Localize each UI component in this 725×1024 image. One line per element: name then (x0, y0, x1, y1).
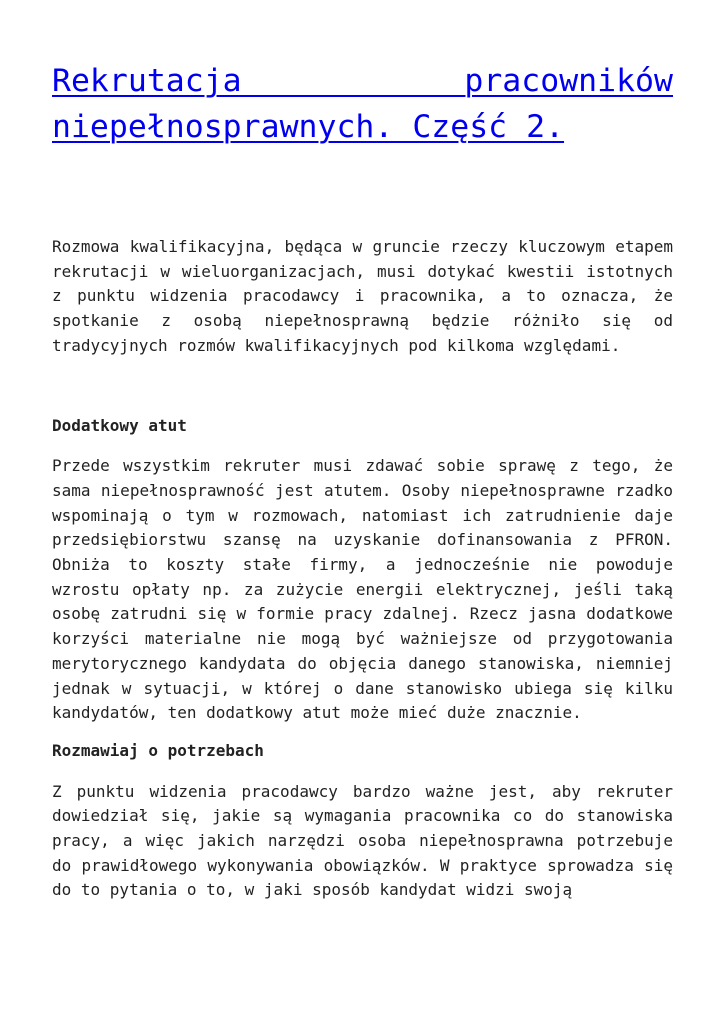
section-body-dodatkowy-atut: Przede wszystkim rekruter musi zdawać sobie sprawę z tego, że sama niepełnosprawność jest atutem. Osoby niepełnosprawne rzadko wspominają o tym w rozmowach, natomiast ich zatrudnienie daje przedsiębiorstwu szansę na uzyskanie dofinansowania z PFRON. Obniża to koszty stałe firmy, a jednocześnie nie powoduje wzrostu opłaty np. za zużycie energii elektrycznej, jeśli taką osobę zatrudni się w formie pracy zdalnej. Rzecz jasna dodatkowe korzyści materialne nie mogą być ważniejsze od przygotowania merytorycznego kandydata do objęcia danego stanowiska, niemniej jednak w sytuacji, w której o dane stanowisko ubiega się kilku kandydatów, ten dodatkowy atut może mieć duże znacznie. (52, 456, 673, 723)
article (52, 58, 673, 903)
intro-paragraph: Rozmowa kwalifikacyjna, będąca w gruncie rzeczy kluczowym etapem rekrutacji w wieluorganizacjach, musi dotykać kwestii istotnych z punktu widzenia pracodawcy i pracownika, a to oznacza, że spotkanie z osobą niepełnosprawną będzie różniło się od tradycyjnych rozmów kwalifikacyjnych pod kilkoma względami. (52, 237, 673, 355)
section-body-rozmawiaj-o-potrzebach: Z punktu widzenia pracodawcy bardzo ważne jest, aby rekruter dowiedział się, jakie są wymagania pracownika co do stanowiska pracy, a więc jakich narzędzi osoba niepełnosprawna potrzebuje do prawidłowego wykonywania obowiązków. W praktyce sprowadza się do to pytania o to, w jaki sposób kandydat widzi swoją (52, 781, 673, 900)
article-title-link[interactable]: Rekrutacja pracowników niepełnosprawnych. Część 2. (52, 63, 673, 145)
section-heading-dodatkowy-atut: Dodatkowy atut (52, 415, 187, 435)
section-heading-rozmawiaj-o-potrzebach: Rozmawiaj o potrzebach (52, 740, 264, 760)
article-title (52, 58, 673, 150)
